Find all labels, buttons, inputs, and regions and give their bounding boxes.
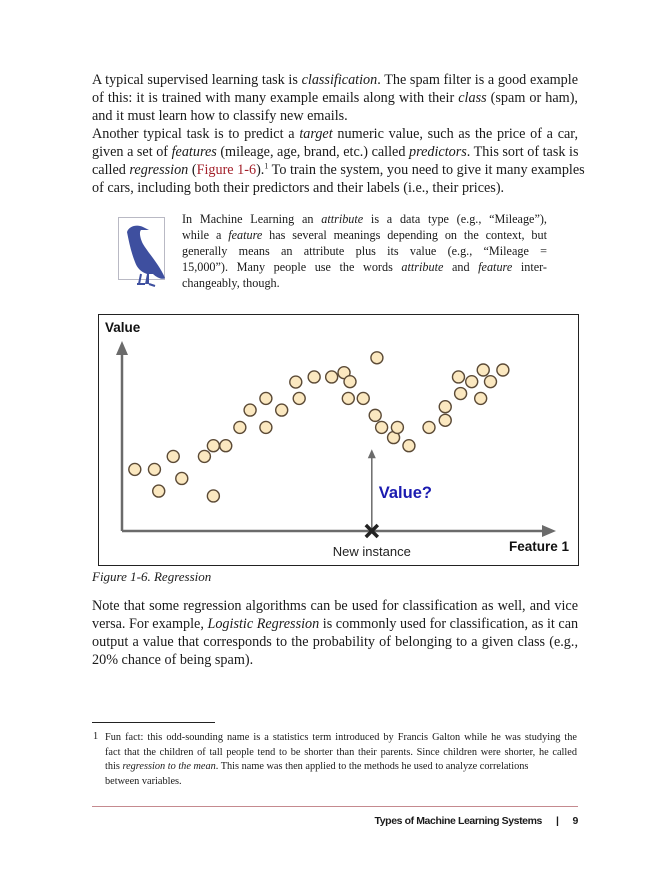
text-run: regression to the mean: [122, 761, 216, 772]
data-point: [220, 440, 232, 452]
text-line: [92, 143, 578, 161]
data-point: [477, 364, 489, 376]
text-line: [92, 633, 578, 651]
figure-caption: Figure 1-6. Regression: [92, 569, 212, 584]
data-point: [176, 472, 188, 484]
text-run: between variables.: [105, 775, 182, 787]
data-point: [497, 364, 509, 376]
text-line: [92, 597, 578, 615]
text-run: this: [105, 761, 123, 772]
text-run: feature: [478, 260, 513, 274]
data-point: [198, 450, 210, 462]
text-run: and: [443, 260, 479, 274]
text-run: (mileage, age, brand, etc.) called: [216, 144, 409, 160]
new-instance-label: New instance: [332, 544, 411, 559]
text-run: . This name was then applied to the methods he used to analyze correlations: [215, 761, 529, 772]
data-point: [167, 450, 179, 462]
text-run: In Machine Learning an: [182, 212, 322, 226]
text-line: [92, 71, 578, 89]
paragraph-classification: [92, 71, 578, 125]
text-run: attribute: [321, 212, 364, 226]
text-line: [105, 760, 577, 775]
x-axis-label: Feature 1: [508, 539, 569, 554]
text-line: [92, 107, 578, 125]
text-run: target: [299, 126, 333, 142]
data-point: [293, 392, 305, 404]
data-point: [260, 421, 272, 433]
bird-icon: [119, 218, 179, 290]
text-run: predictors: [409, 144, 467, 160]
footnote-divider: [92, 722, 215, 723]
data-point: [475, 392, 487, 404]
footer-divider: [92, 806, 578, 807]
data-point: [439, 401, 451, 413]
data-point: [129, 463, 141, 475]
text-run: Logistic Regression: [207, 616, 320, 632]
text-line: [105, 731, 577, 746]
text-line: [105, 746, 577, 761]
y-axis-arrow: [116, 341, 128, 355]
paragraph-regression: [92, 125, 585, 197]
text-line: [182, 243, 547, 259]
data-point: [369, 409, 381, 421]
text-run: of cars, including both their predictors and their labels (i.e., their prices).: [92, 180, 505, 196]
x-axis-arrow: [542, 525, 556, 537]
text-run: . This sort of task is: [466, 144, 579, 160]
data-point: [403, 440, 415, 452]
note-text: [182, 211, 547, 291]
data-point: [342, 392, 354, 404]
footnote-number: 1: [93, 731, 99, 742]
text-run: fact that the children of tall people tend to be shorter than their parents. Since children were shorter, he called: [105, 746, 577, 758]
text-run: given a set of: [92, 144, 172, 160]
text-line: [92, 89, 578, 107]
page-number: 9: [572, 815, 578, 827]
text-run: numeric value, such as the price of a car,: [332, 126, 579, 142]
footnote-ref[interactable]: 1: [264, 161, 269, 171]
text-run: and it must learn how to classify new emails.: [92, 108, 348, 124]
footnote-text: [105, 731, 577, 789]
query-arrow-head: [368, 449, 376, 458]
text-run: changeably, though.: [182, 276, 280, 290]
data-point: [244, 404, 256, 416]
text-run: Fun fact: this odd-sounding name is a statistics term introduced by Francis Galton while he was studying the: [105, 732, 577, 743]
note-icon-frame: [118, 217, 165, 280]
text-line: [92, 651, 578, 669]
text-run: A typical supervised learning task is: [92, 72, 302, 88]
data-point: [308, 371, 320, 383]
data-point: [455, 388, 467, 400]
text-line: [182, 259, 547, 275]
data-point: [290, 376, 302, 388]
text-run: (: [188, 162, 197, 178]
text-run: regression: [129, 162, 189, 178]
regression-figure: [98, 314, 579, 566]
text-line: [182, 211, 547, 227]
data-point: [485, 376, 497, 388]
text-run: of this: it is trained with many example emails along with their: [92, 90, 459, 106]
data-point: [439, 414, 451, 426]
regression-chart: [99, 315, 580, 567]
text-run: while a: [182, 228, 229, 242]
paragraph-logistic-regression: [92, 597, 578, 669]
text-run: To train the system, you need to give it many examples: [268, 162, 585, 178]
text-run: 15,000”). Many people use the words: [182, 260, 402, 274]
text-run: Another typical task is to predict a: [92, 126, 300, 142]
data-point: [153, 485, 165, 497]
data-point: [391, 421, 403, 433]
text-run: (spam or ham),: [486, 90, 578, 106]
text-line: [182, 227, 547, 243]
text-run: is commonly used for classification, as it can: [319, 616, 579, 632]
text-run: is a data type (e.g., “Mileage”),: [363, 212, 547, 226]
text-line: [105, 775, 577, 790]
data-point: [371, 352, 383, 364]
text-run: classification: [301, 72, 378, 88]
text-line: [92, 615, 578, 633]
data-point: [207, 440, 219, 452]
footer-separator: |: [556, 815, 559, 827]
data-point: [357, 392, 369, 404]
data-point: [234, 421, 246, 433]
text-run: features: [171, 144, 217, 160]
y-axis-label: Value: [105, 320, 141, 335]
data-point: [344, 376, 356, 388]
footer-section-title: Types of Machine Learning Systems: [374, 815, 542, 827]
data-point: [276, 404, 288, 416]
data-point: [452, 371, 464, 383]
text-run: attribute: [401, 260, 444, 274]
data-point: [326, 371, 338, 383]
data-point: [207, 490, 219, 502]
data-point: [376, 421, 388, 433]
text-run: has several meanings depending on the context, but: [262, 228, 547, 242]
text-run: generally means an attribute plus its value (e.g., “Mileage =: [182, 244, 547, 258]
text-run: feature: [228, 228, 263, 242]
text-line: [92, 179, 578, 197]
figure-link[interactable]: Figure 1-6: [196, 162, 257, 178]
text-run: 20% chance of being spam).: [92, 652, 254, 668]
text-line: [182, 275, 547, 291]
page-footer: [375, 815, 579, 827]
data-point: [466, 376, 478, 388]
text-run: output a value that corresponds to the probability of belonging to a given class (e.g.,: [92, 634, 578, 650]
text-line: [92, 125, 578, 143]
text-line: [92, 161, 585, 179]
text-run: versa. For example,: [92, 616, 208, 632]
value-query-label: Value?: [378, 484, 432, 502]
text-run: inter-: [512, 260, 547, 274]
data-point: [260, 392, 272, 404]
text-run: class: [458, 90, 487, 106]
data-point: [423, 421, 435, 433]
text-run: called: [92, 162, 130, 178]
text-run: ).: [256, 162, 265, 178]
text-run: Note that some regression algorithms can be used for classification as well, and vice: [92, 598, 578, 614]
data-point: [148, 463, 160, 475]
text-run: . The spam filter is a good example: [377, 72, 578, 88]
